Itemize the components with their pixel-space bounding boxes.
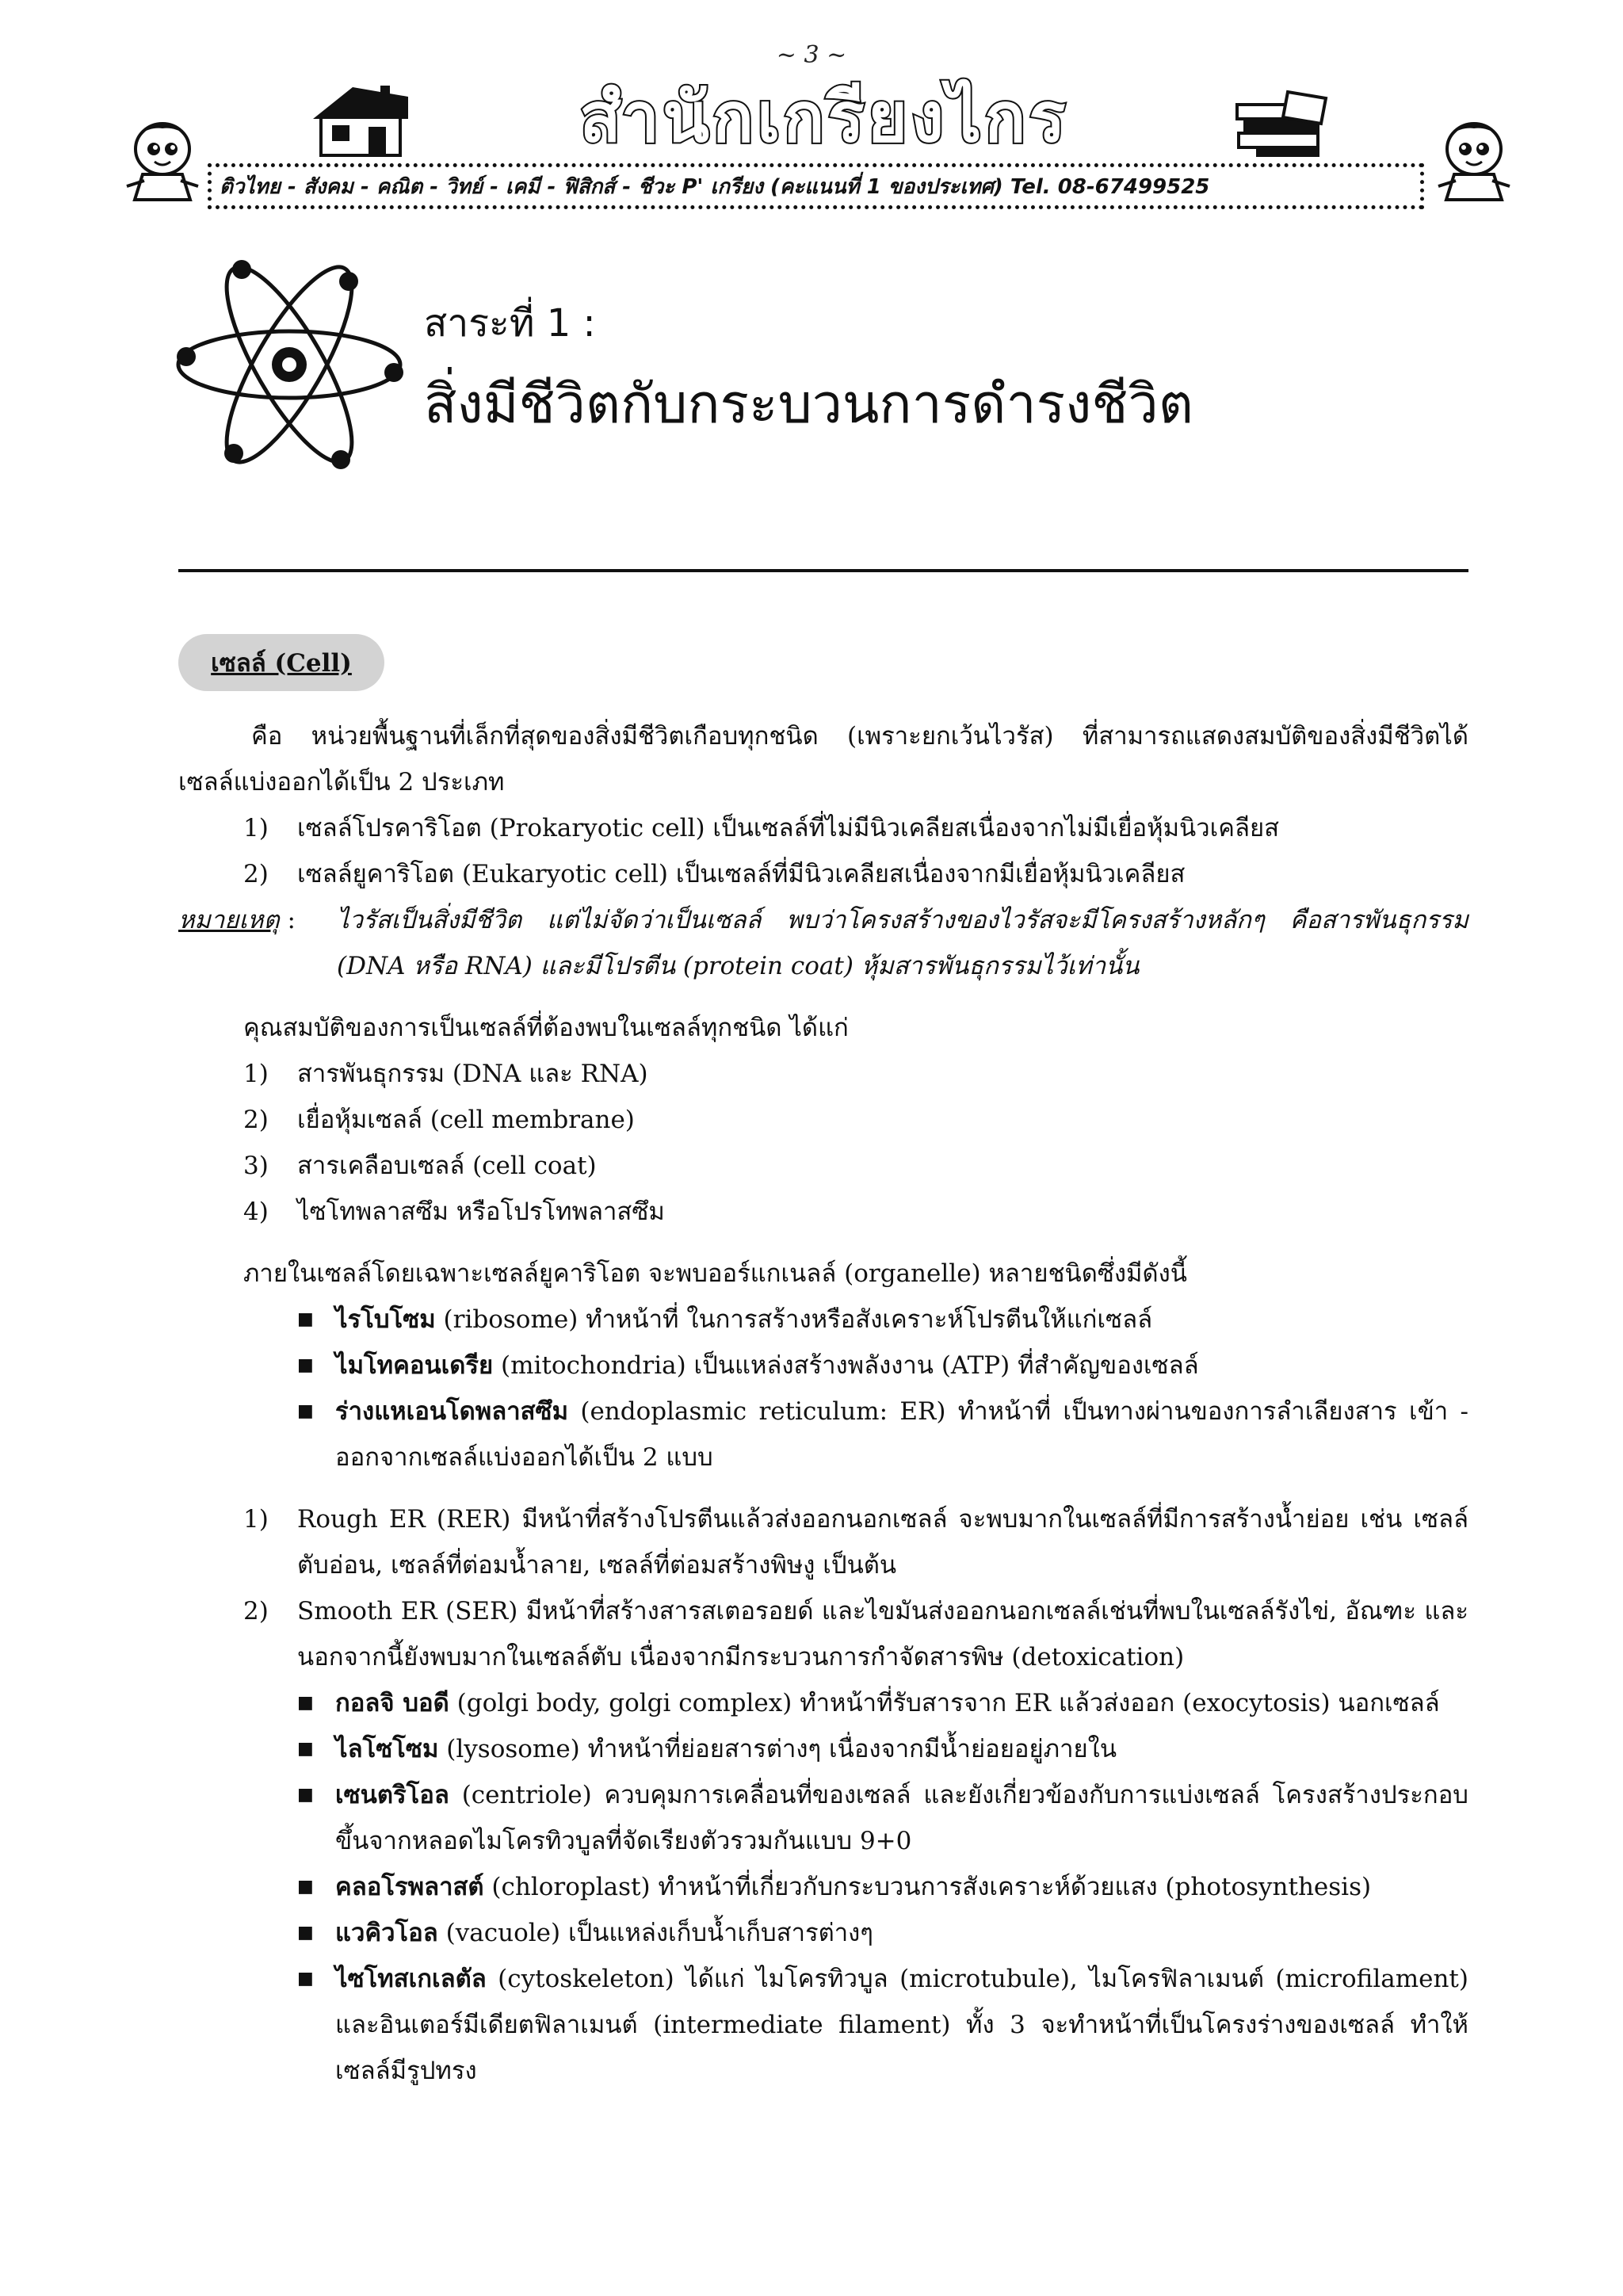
organelle-item: [178, 1297, 1468, 1343]
bullet-icon: ■: [297, 1309, 314, 1329]
list-text: เซลล์โปรคาริโอต (Prokaryotic cell) เป็นเซลล์ที่ไม่มีนิวเคลียสเนื่องจากไม่มีเยื่อหุ้มนิวเคลียส: [297, 814, 1280, 842]
organelle-desc: (centriole) ควบคุมการเคลื่อนที่ของเซลล์ และยังเกี่ยวข้องกับการแบ่งเซลล์ โครงสร้างประกอบขึ้นจากหลอดไมโครทิวบูลที่จัดเรียงตัวรวมกันแบบ 9+0: [335, 1781, 1468, 1855]
list-item: [178, 1143, 1468, 1189]
organelle-term: ไลโซโซม: [335, 1735, 439, 1763]
organelle-item: [178, 1864, 1468, 1910]
organelle-desc: (chloroplast) ทำหน้าที่เกี่ยวกับกระบวนการสังเคราะห์ด้วยแสง (photosynthesis): [483, 1873, 1372, 1901]
organelle-item: [178, 1956, 1468, 2094]
list-number: 1): [243, 1060, 269, 1088]
organelle-item: [178, 1389, 1468, 1480]
organelle-term: ร่างแหเอนโดพลาสซึม: [335, 1397, 569, 1426]
bullet-icon: ■: [297, 1739, 314, 1759]
chapter-title: สิ่งมีชีวิตกับกระบวนการดำรงชีวิต: [424, 373, 1193, 436]
note-block: [178, 897, 1468, 989]
organelle-term: ไรโบโซม: [335, 1305, 436, 1334]
list-number: 2): [243, 860, 269, 888]
mascot-right-icon: [1430, 111, 1518, 206]
organelles-intro: ภายในเซลล์โดยเฉพาะเซลล์ยูคาริโอต จะพบออร์แกเนลล์ (organelle) หลายชนิดซึ่งมีดังนี้: [243, 1259, 1187, 1288]
organelle-term: แวคิวโอล: [335, 1919, 438, 1947]
organelle-desc: (golgi body, golgi complex) ทำหน้าที่รับสารจาก ER แล้วส่งออก (exocytosis) นอกเซลล์: [449, 1689, 1440, 1717]
organelle-desc: (mitochondria) เป็นแหล่งสร้างพลังงาน (ATP) ที่สำคัญของเซลล์: [493, 1351, 1199, 1380]
types-line: เซลล์แบ่งออกได้เป็น 2 ประเภท: [178, 768, 505, 797]
organelle-term: ไซโทสเกเลตัล: [335, 1965, 487, 1993]
divider: [178, 569, 1468, 572]
organelle-item: [178, 1726, 1468, 1772]
bullet-icon: ■: [297, 1401, 314, 1421]
organelle-item: [178, 1343, 1468, 1389]
list-text: เยื่อหุ้มเซลล์ (cell membrane): [297, 1106, 635, 1134]
list-item: [178, 1496, 1468, 1588]
list-item: [178, 1588, 1468, 1680]
banner-subtitle: ติวไทย - สังคม - คณิต - วิทย์ - เคมี - ฟิสิกส์ - ชีวะ P' เกรียง (คะแนนที่ 1 ของประเทศ) Tel. 08-67499525: [208, 163, 1424, 209]
definition-paragraph: [178, 713, 1468, 805]
list-number: 4): [243, 1198, 269, 1226]
list-number: 2): [243, 1597, 269, 1626]
list-text: สารเคลือบเซลล์ (cell coat): [297, 1152, 597, 1180]
organelle-desc: (lysosome) ทำหน้าที่ย่อยสารต่างๆ เนื่องจากมีน้ำย่อยอยู่ภายใน: [438, 1735, 1117, 1763]
note-label-text: หมายเหตุ: [178, 906, 280, 934]
properties-intro: คุณสมบัติของการเป็นเซลล์ที่ต้องพบในเซลล์ทุกชนิด ได้แก่: [243, 1014, 849, 1042]
organelle-item: [178, 1910, 1468, 1956]
organelle-term: เซนตริโอล: [335, 1781, 449, 1809]
list-number: 1): [243, 814, 269, 842]
list-text: สารพันธุกรรม (DNA และ RNA): [297, 1060, 648, 1088]
list-item: [178, 1189, 1468, 1235]
organelle-term: คลอโรพลาสต์: [335, 1873, 484, 1901]
list-number: 1): [243, 1505, 269, 1534]
list-text: ไซโทพลาสซึม หรือโปรโทพลาสซึม: [297, 1198, 665, 1226]
organelle-desc: (ribosome) ทำหน้าที่ ในการสร้างหรือสังเคราะห์โปรตีนให้แก่เซลล์: [435, 1305, 1153, 1334]
banner-title: สำนักเกรียงไกร: [579, 78, 1069, 158]
organelle-term: ไมโทคอนเดรีย: [335, 1351, 494, 1380]
organelle-term: กอลจิ บอดี: [335, 1689, 449, 1717]
list-text: Smooth ER (SER) มีหน้าที่สร้างสารสเตอรอยด์ และไขมันส่งออกนอกเซลล์เช่นที่พบในเซลล์รังไข่, อัณฑะ และนอกจากนี้ยังพบมากในเซลล์ตับ เนื่องจากมีกระบวนการกำจัดสารพิษ (detoxication): [297, 1597, 1468, 1671]
books-icon: [1232, 86, 1331, 161]
list-text: Rough ER (RER) มีหน้าที่สร้างโปรตีนแล้วส่งออกนอกเซลล์ จะพบมากในเซลล์ที่มีการสร้างน้ำย่อย เช่น เซลล์ตับอ่อน, เซลล์ที่ต่อมน้ำลาย, เซลล์ที่ต่อมสร้างพิษงู เป็นต้น: [297, 1505, 1468, 1580]
bullet-icon: ■: [297, 1355, 314, 1375]
list-item: [178, 1097, 1468, 1143]
chapter-label: สาระที่ 1 :: [424, 301, 596, 346]
bullet-icon: ■: [297, 1693, 314, 1713]
section-title: เซลล์ (Cell): [178, 634, 384, 691]
list-number: 2): [243, 1106, 269, 1134]
bullet-icon: ■: [297, 1923, 314, 1943]
note-text: ไวรัสเป็นสิ่งมีชีวิต แต่ไม่จัดว่าเป็นเซลล์ พบว่าโครงสร้างของไวรัสจะมีโครงสร้างหลักๆ คือสารพันธุกรรม (DNA หรือ RNA) และมีโปรตีน (protein coat) หุ้มสารพันธุกรรมไว้เท่านั้น: [337, 906, 1468, 980]
organelle-item: [178, 1680, 1468, 1726]
organelle-desc: (vacuole) เป็นแหล่งเก็บน้ำเก็บสารต่างๆ: [437, 1919, 873, 1947]
list-text: เซลล์ยูคาริโอต (Eukaryotic cell) เป็นเซลล์ที่มีนิวเคลียสเนื่องจากมีเยื่อหุ้มนิวเคลียส: [297, 860, 1186, 888]
organelle-desc: (cytoskeleton) ได้แก่ ไมโครทิวบูล (microtubule), ไมโครฟิลาเมนต์ (microfilament) และอินเตอร์มีเดียตฟิลาเมนต์ (intermediate filament) ทั้ง 3 จะทำหน้าที่เป็นโครงร่างของเซลล์ ทำให้เซลล์มีรูปทรง: [335, 1965, 1468, 2085]
bullet-icon: ■: [297, 1877, 314, 1897]
organelle-item: [178, 1772, 1468, 1864]
list-item: [178, 851, 1468, 897]
mascot-left-icon: [119, 111, 206, 206]
note-label: [178, 897, 337, 989]
definition-text: คือ หน่วยพื้นฐานที่เล็กที่สุดของสิ่งมีชีวิตเกือบทุกชนิด (เพราะยกเว้นไวรัส) ที่สามารถแสดงสมบัติของสิ่งมีชีวิตได้: [251, 722, 1468, 751]
organelle-desc: (endoplasmic reticulum: ER) ทำหน้าที่ เป็นทางผ่านของการลำเลียงสาร เข้า - ออกจากเซลล์แบ่งออกได้เป็น 2 แบบ: [335, 1397, 1468, 1472]
bullet-icon: ■: [297, 1785, 314, 1805]
list-number: 3): [243, 1152, 269, 1180]
house-icon: [305, 79, 416, 159]
atom-icon: [170, 246, 408, 483]
content-body: [178, 713, 1468, 2094]
list-item: [178, 1051, 1468, 1097]
bullet-icon: ■: [297, 1969, 314, 1988]
page-number: ~ 3 ~: [776, 41, 847, 69]
list-item: [178, 805, 1468, 851]
note-colon: :: [279, 906, 296, 934]
